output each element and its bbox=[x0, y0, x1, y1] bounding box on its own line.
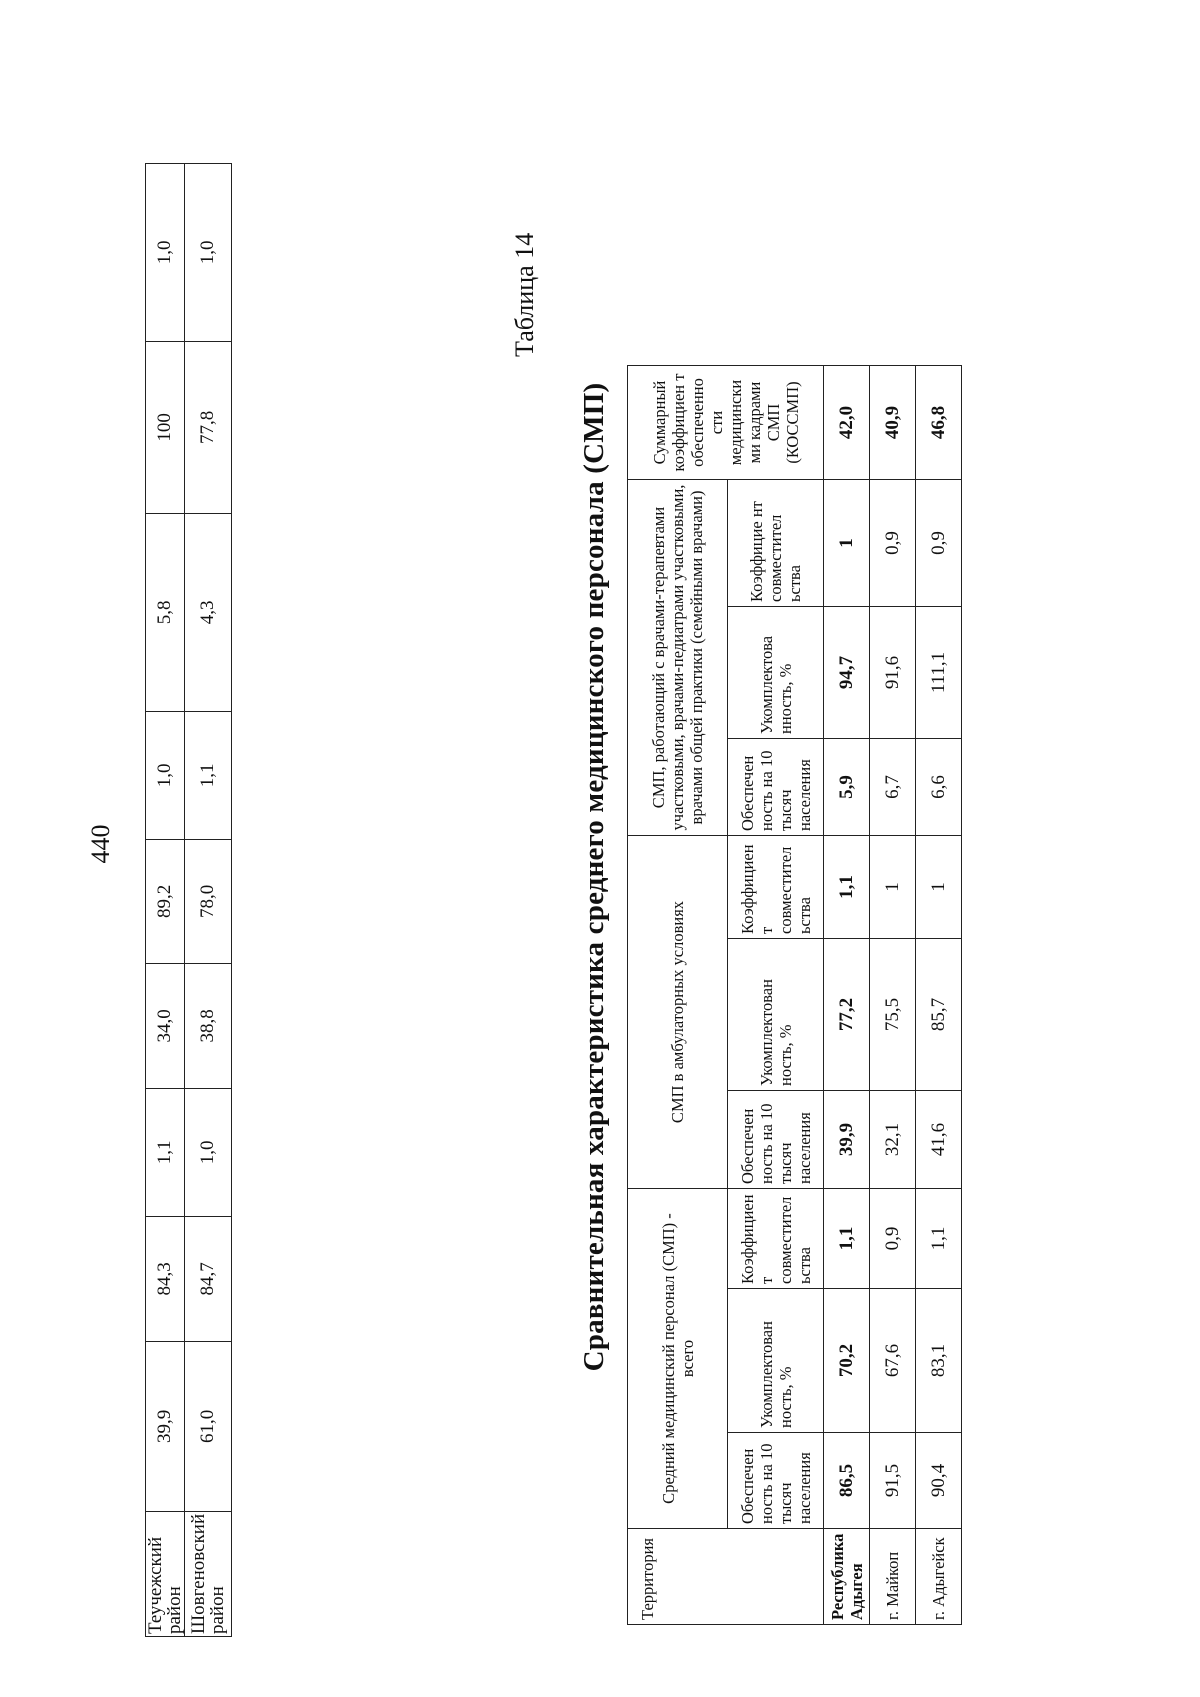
cell: 0,9 bbox=[870, 480, 916, 607]
cell: 78,0 bbox=[185, 839, 232, 963]
group-header-total: Средний медицинский персонал (СМП) - всего bbox=[628, 1189, 728, 1529]
territory-header: Территория bbox=[628, 1529, 824, 1625]
row-name: Теучежский район bbox=[146, 1511, 185, 1636]
cell: 94,7 bbox=[824, 607, 870, 739]
cell: 61,0 bbox=[185, 1341, 232, 1511]
subheader: Укомплектован ность, % bbox=[728, 1289, 824, 1433]
subheader: Обеспечен ность на 10 тысяч населения bbox=[728, 739, 824, 836]
cell: 41,6 bbox=[916, 1091, 962, 1189]
row-name: Республика Адыгея bbox=[824, 1529, 870, 1625]
cell: 1 bbox=[916, 836, 962, 939]
cell: 77,2 bbox=[824, 939, 870, 1091]
cell: 91,5 bbox=[870, 1433, 916, 1529]
group-header-primary-care: СМП, работающий с врачами-терапевтами участковыми, врачами-педиатрами участковыми, врачами общей практики (семейными врачами) bbox=[628, 480, 728, 836]
cell: 40,9 bbox=[870, 366, 916, 480]
table-row bbox=[916, 366, 962, 1625]
subheader: Коэффициен т совместител ьства bbox=[728, 1189, 824, 1289]
cell: 46,8 bbox=[916, 366, 962, 480]
cell: 89,2 bbox=[146, 839, 185, 963]
row-name: г. Адыгейск bbox=[916, 1529, 962, 1625]
cell: 5,9 bbox=[824, 739, 870, 836]
subheader: Коэффициен т совместител ьства bbox=[728, 836, 824, 939]
cell: 1,1 bbox=[146, 1088, 185, 1216]
cell: 6,7 bbox=[870, 739, 916, 836]
cell: 39,9 bbox=[146, 1341, 185, 1511]
cell: 6,6 bbox=[916, 739, 962, 836]
subheader: Обеспечен ность на 10 тысяч населения bbox=[728, 1091, 824, 1189]
cell: 1,0 bbox=[146, 711, 185, 839]
cell: 1,1 bbox=[824, 836, 870, 939]
subheader: Коэффицие нт совместител ьства bbox=[728, 480, 824, 607]
cell: 111,1 bbox=[916, 607, 962, 739]
table-label: Таблица 14 bbox=[510, 232, 539, 357]
cell: 1 bbox=[824, 480, 870, 607]
cell: 39,9 bbox=[824, 1091, 870, 1189]
subheader: Укомплектован ность, % bbox=[728, 939, 824, 1091]
cell: 84,7 bbox=[185, 1216, 232, 1341]
cell: 86,5 bbox=[824, 1433, 870, 1529]
cell: 70,2 bbox=[824, 1289, 870, 1433]
cell: 77,8 bbox=[185, 341, 232, 513]
cell: 1,0 bbox=[185, 163, 232, 341]
cell: 4,3 bbox=[185, 513, 232, 711]
summary-header: Суммарный коэффициен т обеспеченно сти медицински ми кадрами СМП (КОССМП) bbox=[628, 366, 824, 480]
cell: 1,0 bbox=[185, 1088, 232, 1216]
table-title: Сравнительная характеристика среднего медицинского персонала (СМП) bbox=[578, 382, 610, 1372]
cell: 67,6 bbox=[870, 1289, 916, 1433]
header-row bbox=[628, 366, 728, 1625]
cell: 34,0 bbox=[146, 963, 185, 1088]
page-number: 440 bbox=[86, 824, 115, 864]
subheader: Обеспечен ность на 10 тысяч населения bbox=[728, 1433, 824, 1529]
row-name: г. Майкоп bbox=[870, 1529, 916, 1625]
table-row bbox=[824, 366, 870, 1625]
cell: 1,1 bbox=[916, 1189, 962, 1289]
cell: 85,7 bbox=[916, 939, 962, 1091]
cell: 75,5 bbox=[870, 939, 916, 1091]
cell: 32,1 bbox=[870, 1091, 916, 1189]
cell: 91,6 bbox=[870, 607, 916, 739]
cell: 90,4 bbox=[916, 1433, 962, 1529]
subheader: Укомплектова нность, % bbox=[728, 607, 824, 739]
row-name: Шовгеновский район bbox=[185, 1511, 232, 1636]
cell: 38,8 bbox=[185, 963, 232, 1088]
cell: 83,1 bbox=[916, 1289, 962, 1433]
cell: 1,1 bbox=[824, 1189, 870, 1289]
cell: 42,0 bbox=[824, 366, 870, 480]
subheader-row bbox=[728, 366, 824, 1625]
continuation-table bbox=[145, 163, 232, 1637]
cell: 1,0 bbox=[146, 163, 185, 341]
cell: 5,8 bbox=[146, 513, 185, 711]
cell: 0,9 bbox=[870, 1189, 916, 1289]
table-row bbox=[870, 366, 916, 1625]
cell: 84,3 bbox=[146, 1216, 185, 1341]
comparison-table bbox=[627, 365, 962, 1625]
table-row bbox=[185, 163, 232, 1636]
table-row bbox=[146, 163, 185, 1636]
cell: 100 bbox=[146, 341, 185, 513]
cell: 0,9 bbox=[916, 480, 962, 607]
cell: 1 bbox=[870, 836, 916, 939]
cell: 1,1 bbox=[185, 711, 232, 839]
group-header-outpatient: СМП в амбулаторных условиях bbox=[628, 836, 728, 1189]
